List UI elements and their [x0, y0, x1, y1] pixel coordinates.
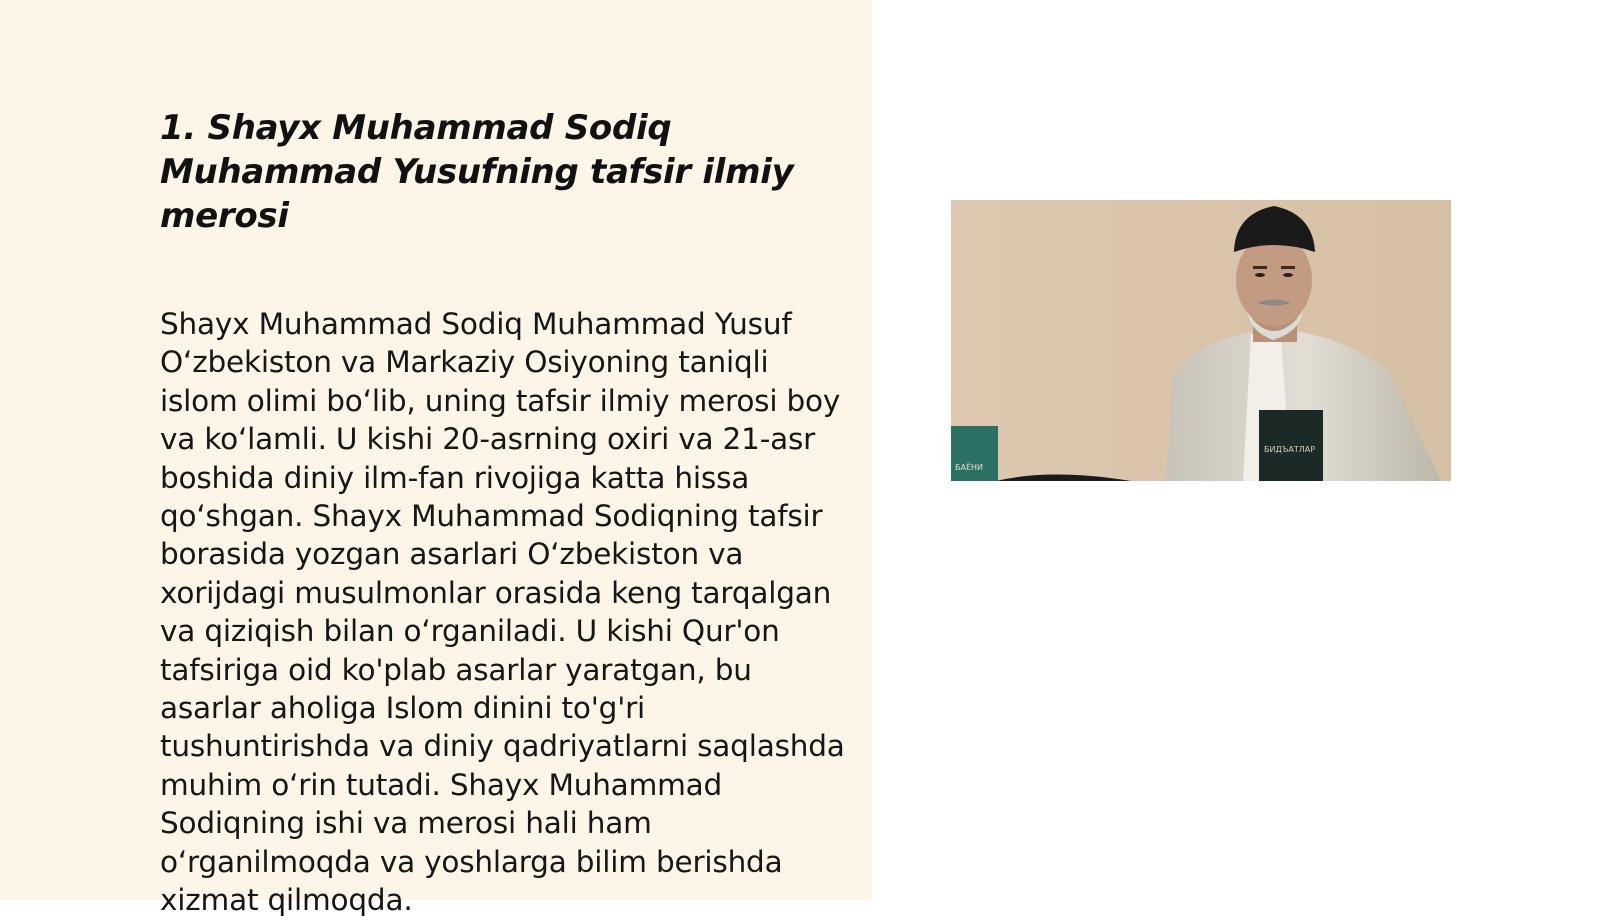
book-left: [951, 426, 998, 481]
svg-text:БИДЪАТЛАР: БИДЪАТЛАР: [1264, 445, 1316, 454]
slide-title: 1. Shayx Muhammad Sodiq Muhammad Yusufning tafsir ilmiy merosi: [160, 108, 794, 236]
portrait-illustration: [951, 200, 1451, 481]
slide-body-text: Shayx Muhammad Sodiq Muhammad Yusuf O‘zbekiston va Markaziy Osiyoning taniqli islom olimi bo‘lib, uning tafsir ilmiy merosi boy va ko‘lamli. U kishi 20-asrning oxiri va 21-asr boshida diniy ilm-fan rivojiga katta hissa qo‘shgan. Shayx Muhammad Sodiqning tafsir borasida yozgan asarlari O‘zbekiston va xorijdagi musulmonlar orasida keng tarqalgan va qiziqish bilan o‘rganiladi. U kishi Qur'on tafsiriga oid ko'plab asarlar yaratgan, bu asarlar aholiga Islom dinini to'g'ri tushuntirishda va diniy qadriyatlarni saqlashda muhim o‘rin tutadi. Shayx Muhammad Sodiqning ishi va merosi hali ham o‘rganilmoqda va yoshlarga bilim berishda xizmat qilmoqda.: [160, 307, 845, 918]
svg-text:БАЁНИ: БАЁНИ: [955, 463, 984, 472]
portrait-photo: [951, 200, 1451, 481]
